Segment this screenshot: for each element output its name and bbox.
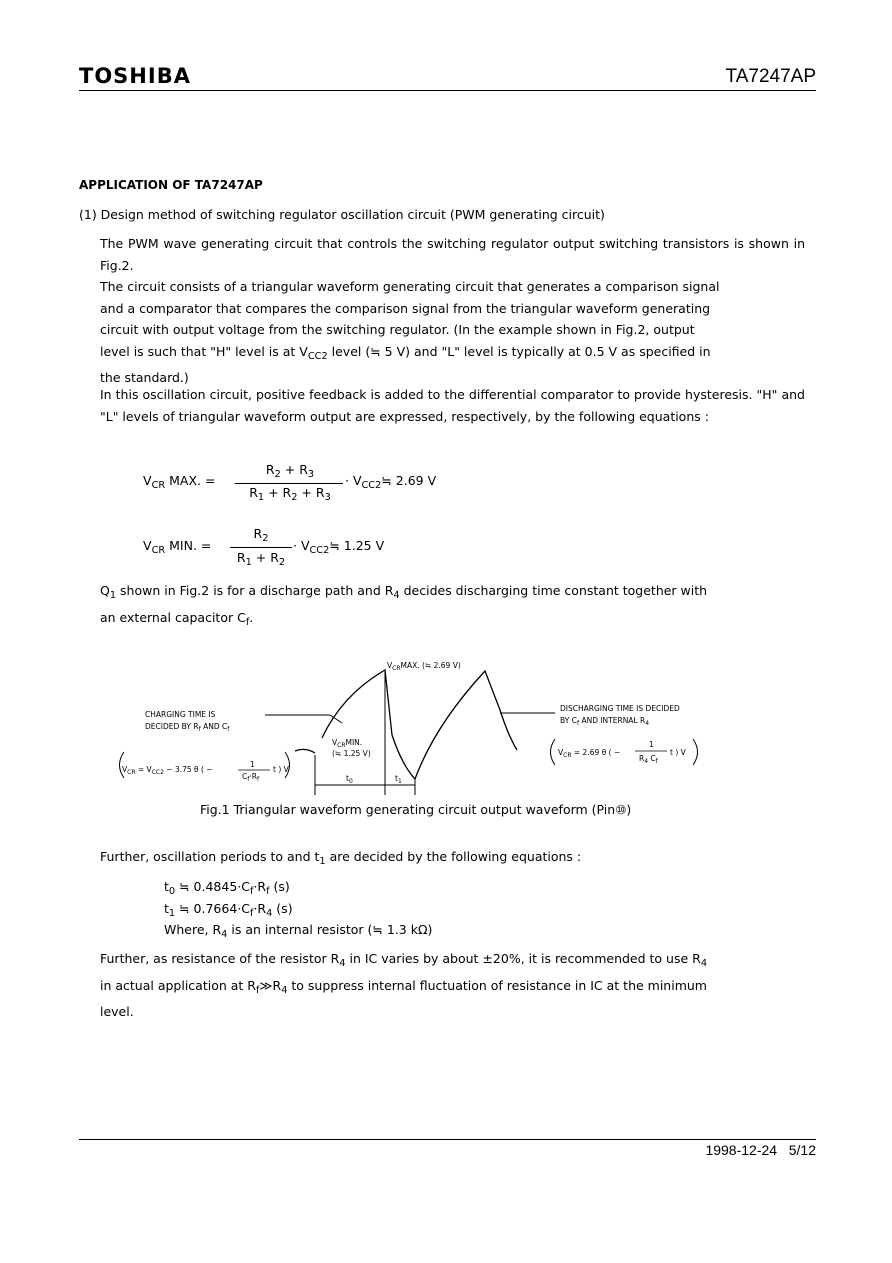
right-eq-paren-close <box>693 739 698 765</box>
left-eq-denominator: $C_f\cdot R_f$ <box>242 772 260 783</box>
right-equation: $V_{CR} = 2.69$ θ ( − <box>558 748 621 759</box>
where-note: Where, $R_4$ is an internal resistor (≒ 1.3 kΩ) <box>164 922 433 940</box>
footer-date: 1998-12-24 <box>705 1142 778 1158</box>
left-equation: $V_{CR} = V_{CC2} - 3.75$ θ ( − <box>122 765 213 776</box>
paragraph-5: Further, as resistance of the resistor $R_4$ in IC varies by about ±20%, it is recommended to use $R_4$ in actual application at $R_f≫R_4$ to suppress internal fluctuation of resistance in IC at the minimum level. <box>100 951 708 1019</box>
triangular-waveform-figure <box>110 655 720 800</box>
item-1-title: (1) Design method of switching regulator oscillation circuit (PWM generating circuit) <box>79 207 605 222</box>
toshiba-logo: TOSHIBA <box>79 64 191 88</box>
vcr-min-value: (≒ 1.25 V) <box>332 749 371 758</box>
paragraph-3: In this oscillation circuit, positive feedback is added to the differential comparator to provide hysteresis. "H" and "L" levels of triangular waveform output are expressed, respectively, by the following equations : <box>100 387 805 424</box>
t0-label: $t_0$ <box>346 774 353 785</box>
t0-equation: $t_0$ ≒ $0.4845\cdot C_f\cdot R_f$ (s) <box>164 879 290 897</box>
waveform-tail <box>295 749 315 753</box>
paragraph-1: The PWM wave generating circuit that controls the switching regulator output switching transistors is shown in Fig.2. <box>100 236 805 273</box>
t1-label: $t_1$ <box>395 774 402 785</box>
eq-max-denominator: $R_1 + R_2 + R_3$ <box>249 485 331 503</box>
footer-page: 5/12 <box>788 1142 816 1158</box>
part-number: TA7247AP <box>725 66 816 87</box>
eq-min-lhs: $V_{CR}$ MIN. = <box>143 538 212 556</box>
eq-min-fraction-line <box>230 547 292 548</box>
figure-caption: Fig.1 Triangular waveform generating circuit output waveform (Pin⑩) <box>200 802 632 817</box>
p2-line-4: level is such that "H" level is at $V_{CC2}$ level (≒ 5 V) and "L" level is typically at 0.5 V as specified in <box>100 343 711 362</box>
eq-min-numerator: $R_2$ <box>253 526 269 544</box>
eq-min-rhs: · $V_{CC2}≒$ 1.25 V <box>293 538 385 556</box>
eq-max-numerator: $R_2 + R_3$ <box>265 462 315 480</box>
paragraph-2 <box>100 276 805 389</box>
discharging-note-line2: BY $C_f$ AND INTERNAL $R_4$ <box>560 716 650 727</box>
waveform-curve <box>322 670 517 779</box>
right-eq-paren-open <box>551 739 556 765</box>
p2-line-3: circuit with output voltage from the switching regulator. (In the example shown in Fig.2, output <box>100 322 695 337</box>
vcr-max-label: $V_{CR}MAX$. (≒ 2.69 V) <box>387 661 461 672</box>
section-title: APPLICATION OF TA7247AP <box>79 178 263 192</box>
left-eq-numerator: 1 <box>250 760 255 769</box>
vcr-min-label: $V_{CR}MIN$. <box>332 738 363 749</box>
discharging-note-line1: DISCHARGING TIME IS DECIDED <box>560 704 680 713</box>
eq-min-denominator: $R_1 + R_2$ <box>236 550 286 568</box>
eq-max-rhs: · $V_{CC2}≒$ 2.69 V <box>345 473 437 491</box>
footer <box>705 1142 816 1158</box>
header-rule <box>79 90 816 91</box>
charging-note-line2: DECIDED BY $R_f$ AND $C_f$ <box>145 722 230 733</box>
eq-max-lhs: $V_{CR}$ MAX. = <box>143 473 216 491</box>
right-eq-denominator: $R_4$ $C_f$ <box>639 754 658 765</box>
p2-line-2: and a comparator that compares the comparison signal from the triangular waveform generating <box>100 300 711 316</box>
p2-line-1: The circuit consists of a triangular waveform generating circuit that generates a comparison signal <box>100 279 720 294</box>
paragraph-4: Further, oscillation periods to and $t_1$ are decided by the following equations : <box>100 849 582 867</box>
paragraph-q1: $Q_1$ shown in Fig.2 is for a discharge path and $R_4$ decides discharging time constant together with an external capacitor $C_f$. <box>100 583 708 628</box>
charging-note-line1: CHARGING TIME IS <box>145 710 216 719</box>
p2-line-5: the standard.) <box>100 370 189 385</box>
footer-rule <box>79 1139 816 1140</box>
right-eq-numerator: 1 <box>649 740 654 749</box>
eq-max-fraction-line <box>235 483 343 484</box>
right-eq-tail: t ) V <box>670 748 686 757</box>
left-eq-tail: t ) V <box>273 765 289 774</box>
t1-equation: $t_1$ ≒ $0.7664\cdot C_f\cdot R_4$ (s) <box>164 901 293 919</box>
